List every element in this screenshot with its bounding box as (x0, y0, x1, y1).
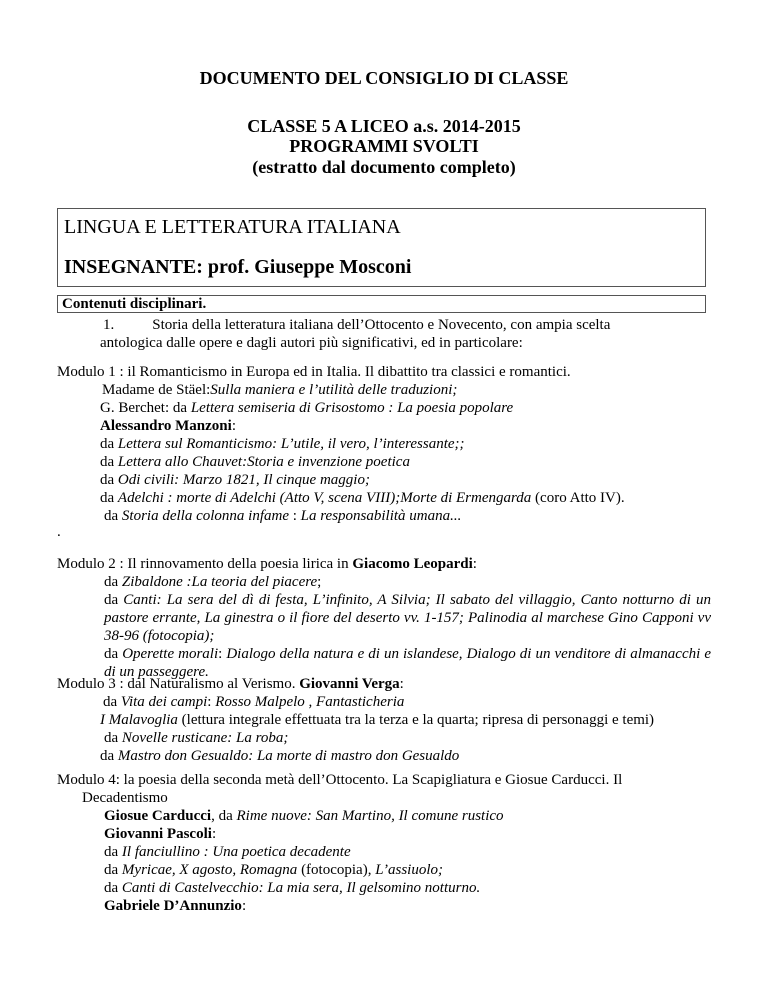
work-title: La responsabilità umana... (300, 508, 462, 524)
title-text: Modulo 3 : dal Naturalismo al Verismo. (57, 676, 300, 692)
list-item (57, 573, 711, 591)
prefix: da (100, 454, 118, 470)
item-number: 1. (103, 317, 115, 333)
list-item (57, 507, 711, 525)
modulo-3 (57, 675, 711, 765)
modulo-1-title: Modulo 1 : il Romanticismo in Europa ed in Italia. Il dibattito tra classici e romantici. (57, 364, 571, 380)
contents-item (57, 316, 711, 334)
author-name: Alessandro Manzoni (100, 418, 232, 434)
work-title: Rosso Malpelo , Fantasticheria (215, 694, 405, 710)
list-item (57, 381, 711, 399)
punct: : (472, 556, 477, 572)
list-item (57, 471, 711, 489)
punct: : (211, 826, 217, 842)
note: (lettura integrale effettuata tra la terza e la quarta; ripresa di personaggi e temi) (177, 712, 655, 728)
note: (coro Atto IV). (531, 490, 625, 506)
punct: : (241, 898, 247, 914)
prefix: da (103, 694, 121, 710)
author-name: Giovanni Pascoli (104, 826, 212, 842)
list-item (57, 861, 711, 879)
work-title: Rime nuove: San Martino, Il comune rustico (236, 808, 504, 824)
prefix: da (104, 880, 122, 896)
work-title: Il fanciullino : Una poetica decadente (121, 844, 351, 860)
list-item (57, 399, 711, 417)
prefix: da (104, 508, 122, 524)
work-title: Sulla maniera e l’utilità delle traduzioni; (210, 382, 458, 398)
prefix: , da (211, 808, 237, 824)
list-item (57, 435, 711, 453)
prefix: da (100, 748, 118, 764)
prefix: da (100, 436, 118, 452)
work-title: Storia della colonna infame (121, 508, 289, 524)
list-item (57, 591, 711, 645)
author-name: Gabriele D’Annunzio (104, 898, 242, 914)
prefix: da (104, 730, 122, 746)
modulo-1 (57, 363, 711, 540)
work-title: Adelchi : morte di Adelchi (Atto V, scena VIII);Morte di Ermengarda (117, 490, 532, 506)
work-title: L’assiuolo; (375, 862, 443, 878)
punct: : (231, 418, 236, 434)
work-title: I Malavoglia (100, 712, 178, 728)
list-item (57, 747, 711, 765)
prefix: da (104, 844, 122, 860)
list-item (57, 825, 711, 843)
work-title: Lettera allo Chauvet:Storia e invenzione poetica (117, 454, 410, 470)
contents-item-cont: antologica dalle opere e dagli autori più significativi, ed in particolare: (100, 335, 523, 351)
list-item (57, 453, 711, 471)
teacher-name: INSEGNANTE: prof. Giuseppe Mosconi (64, 256, 412, 278)
work-title: Zibaldone :La teoria del piacere (121, 574, 318, 590)
work-title: Canti di Castelvecchio: La mia sera, Il gelsomino notturno. (121, 880, 481, 896)
work-title: Operette morali (122, 646, 219, 662)
author-name: Giacomo Leopardi (352, 556, 473, 572)
author-label: G. Berchet: da (100, 400, 191, 416)
prefix: da (104, 574, 122, 590)
modulo-4 (57, 771, 711, 915)
modulo-4-title: Modulo 4: la poesia della seconda metà dell’Ottocento. La Scapigliatura e Giosue Carducci. Il (57, 772, 623, 788)
work-title: Lettera semiseria di Grisostomo : La poesia popolare (190, 400, 514, 416)
extract-note: (estratto dal documento completo) (252, 157, 516, 177)
work-title: Odi civili: Marzo 1821, Il cinque maggio; (117, 472, 370, 488)
list-item (57, 897, 711, 915)
work-title: Canti: La sera del dì di festa, L’infinito, A Silvia; Il sabato del villaggio, Canto notturno di un pastore errante, La ginestra o il fiore del deserto vv. 1-157; Palinodia al marchese Gino Capponi vv 38-96 (fotocopia); (104, 592, 711, 644)
prefix: da (100, 472, 118, 488)
work-title: Dialogo della natura e di un islandese, Dialogo di un venditore di almanacchi e di un passeggere. (104, 646, 711, 680)
subject-box (57, 208, 706, 287)
prefix: da (104, 592, 124, 608)
prefix: da (104, 646, 123, 662)
list-item (57, 693, 711, 711)
work-title: Lettera sul Romanticismo: L’utile, il vero, l’interessante;; (117, 436, 465, 452)
list-item (57, 489, 711, 507)
modulo-2 (57, 555, 711, 681)
stray-dot: . (57, 524, 61, 540)
subject-title: LINGUA E LETTERATURA ITALIANA (64, 216, 401, 238)
work-title: Novelle rusticane: La roba; (121, 730, 289, 746)
punct: : (207, 694, 216, 710)
title-text: Modulo 2 : Il rinnovamento della poesia lirica in (57, 556, 353, 572)
list-item (57, 807, 711, 825)
modulo-2-title (57, 555, 711, 573)
class-line: CLASSE 5 A LICEO a.s. 2014-2015 (247, 116, 521, 136)
author-name: Giosue Carducci (104, 808, 212, 824)
punct: : (218, 646, 227, 662)
programs-heading: PROGRAMMI SVOLTI (289, 136, 479, 156)
contents-intro (57, 316, 711, 352)
author-label: Madame de Stäel: (102, 382, 211, 398)
prefix: da (104, 862, 122, 878)
author-name: Giovanni Verga (299, 676, 400, 692)
modulo-3-title (57, 675, 711, 693)
work-title: Mastro don Gesualdo: La morte di mastro don Gesualdo (117, 748, 460, 764)
document-title: DOCUMENTO DEL CONSIGLIO DI CLASSE (199, 68, 569, 88)
prefix: da (100, 490, 118, 506)
list-item (57, 729, 711, 747)
list-item (57, 417, 711, 435)
list-item (57, 711, 711, 729)
punct: ; (317, 574, 322, 590)
contents-label: Contenuti disciplinari. (57, 295, 706, 313)
list-item (57, 879, 711, 897)
punct: : (289, 508, 301, 524)
work-title: Myricae, X agosto, Romagna (121, 862, 298, 878)
work-title: Vita dei campi (120, 694, 208, 710)
punct: : (399, 676, 404, 692)
modulo-4-title-cont: Decadentismo (82, 790, 168, 806)
item-text: Storia della letteratura italiana dell’Ottocento e Novecento, con ampia scelta (152, 317, 611, 333)
list-item (57, 843, 711, 861)
note: (fotocopia), (297, 862, 376, 878)
